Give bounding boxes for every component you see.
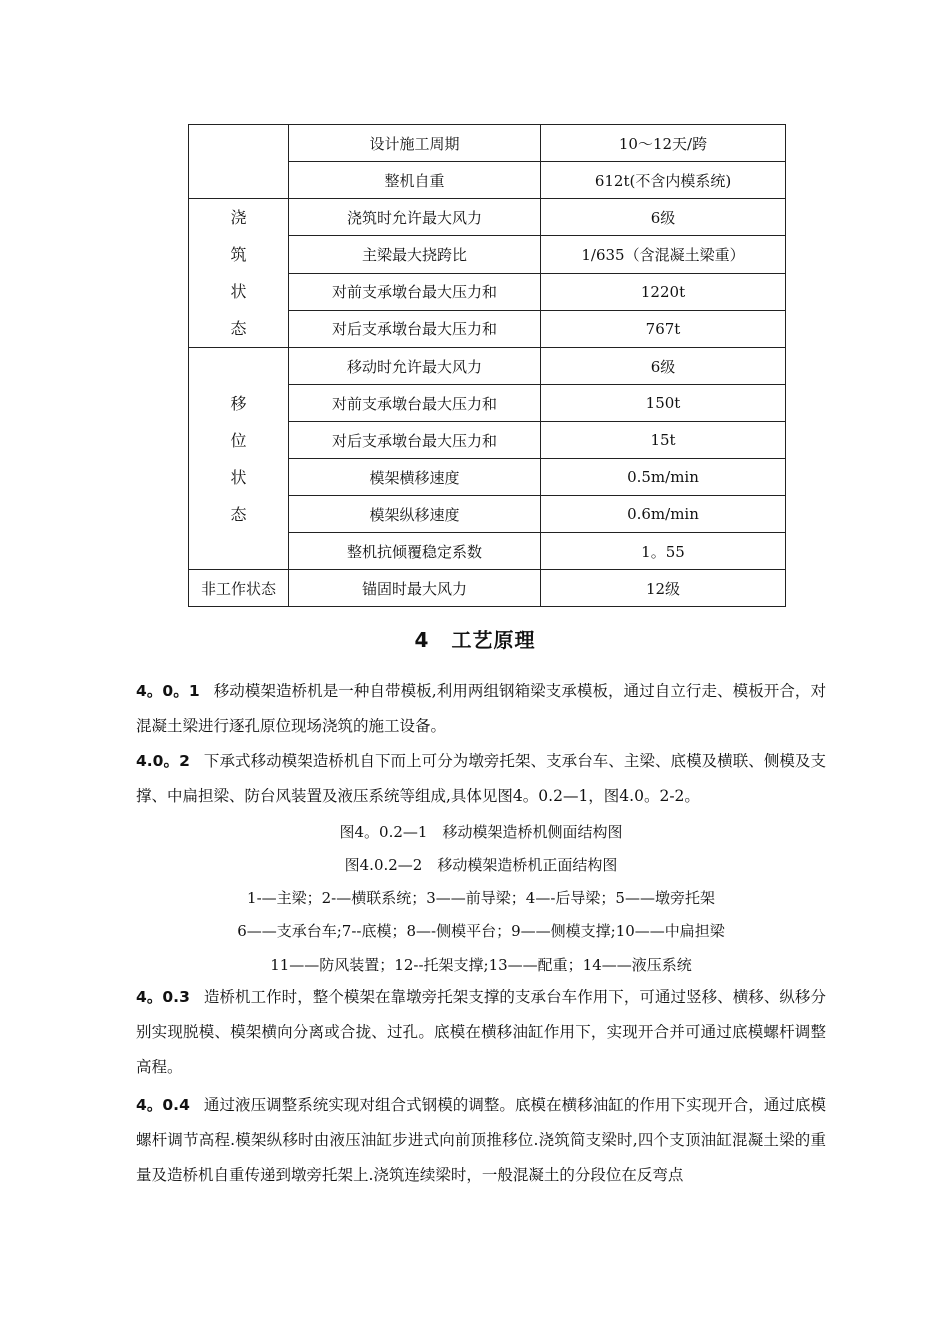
figure-caption-side: 图4。0.2—1 移动模架造桥机侧面结构图 [339,823,623,841]
group-char: 浇 [230,208,247,227]
group-char: 态 [230,319,247,338]
figure-legend-line: 1-—主梁；2-—横联系统；3——前导梁；4—-后导梁；5——墩旁托架 [247,889,715,907]
param-cell: 对前支承墩台最大压力和 [289,385,541,422]
value-cell: 1。55 [541,533,786,570]
table-row [189,570,786,607]
paragraph-number: 4。0.3 [136,988,190,1006]
section-number: 4 [414,628,430,652]
param-cell: 模架纵移速度 [289,496,541,533]
value-cell: 1/635（含混凝土梁重） [541,236,786,273]
value-cell: 10～12天/跨 [541,125,786,162]
table-row [189,199,786,236]
paragraph-4-0-4 [136,1088,826,1193]
value-cell: 6级 [541,348,786,385]
paragraph-4-0-1 [136,674,826,744]
figure-caption-front: 图4.0.2—2 移动模架造桥机正面结构图 [344,856,618,874]
group-char: 状 [230,467,247,487]
section-heading [0,624,950,653]
group-char: 状 [230,282,247,301]
param-cell: 对后支承墩台最大压力和 [289,310,541,347]
paragraph-text: 下承式移动模架造桥机自下而上可分为墩旁托架、支承台车、主梁、底模及横联、侧模及支撑、中扁担梁、防台风装置及液压系统等组成,具体见图4。0.2—1，图4.0。2-2。 [136,752,826,805]
value-cell: 15t [541,422,786,459]
paragraph-number: 4。0。1 [136,682,200,700]
group-char: 位 [230,430,247,450]
value-cell: 12级 [541,570,786,607]
param-cell: 对后支承墩台最大压力和 [289,422,541,459]
param-cell: 浇筑时允许最大风力 [289,199,541,236]
param-cell: 主梁最大挠跨比 [289,236,541,273]
param-cell: 设计施工周期 [289,125,541,162]
value-cell: 1220t [541,273,786,310]
value-cell: 0.5m/min [541,459,786,496]
value-cell: 6级 [541,199,786,236]
value-cell: 767t [541,310,786,347]
table-row [189,348,786,385]
figure-legend-line: 6——支承台车;7--底模；8—-侧模平台；9——侧模支撑;10——中扁担梁 [237,922,725,940]
param-cell: 锚固时最大风力 [289,570,541,607]
group-char: 筑 [230,245,247,264]
paragraph-number: 4.0。2 [136,752,190,770]
group-cell-idle-state: 非工作状态 [189,570,289,607]
param-cell: 整机抗倾覆稳定系数 [289,533,541,570]
group-cell-blank [189,125,289,199]
section-title: 工艺原理 [451,628,536,652]
paragraph-4-0-3 [136,980,826,1085]
spec-table [188,124,786,607]
param-cell: 移动时允许最大风力 [289,348,541,385]
value-cell: 0.6m/min [541,496,786,533]
paragraph-4-0-2 [136,744,826,814]
group-char: 移 [230,393,247,413]
value-cell: 150t [541,385,786,422]
param-cell: 对前支承墩台最大压力和 [289,273,541,310]
param-cell: 模架横移速度 [289,459,541,496]
group-cell-move-state [189,348,289,570]
group-char: 态 [230,504,247,524]
figure-legend-line: 11——防风装置；12--托架支撑;13——配重；14——液压系统 [270,956,692,974]
table-row [189,125,786,162]
group-cell-pour-state [189,199,289,348]
paragraph-text: 造桥机工作时，整个模架在靠墩旁托架支撑的支承台车作用下，可通过竖移、横移、纵移分别实现脱模、模架横向分离或合拢、过孔。底模在横移油缸作用下，实现开合并可通过底模螺杆调整高程。 [136,988,826,1076]
param-cell: 整机自重 [289,162,541,199]
paragraph-number: 4。0.4 [136,1096,190,1114]
value-cell: 612t(不含内模系统) [541,162,786,199]
paragraph-text: 通过液压调整系统实现对组合式钢模的调整。底模在横移油缸的作用下实现开合，通过底模螺杆调节高程.模架纵移时由液压油缸步进式向前顶推移位.浇筑简支梁时,四个支顶油缸混凝土梁的重量及造桥机自重传递到墩旁托架上.浇筑连续梁时，一般混凝土的分段位在反弯点 [136,1096,826,1184]
paragraph-text: 移动模架造桥机是一种自带模板,利用两组钢箱梁支承模板，通过自立行走、模板开合，对混凝土梁进行逐孔原位现场浇筑的施工设备。 [136,682,826,735]
